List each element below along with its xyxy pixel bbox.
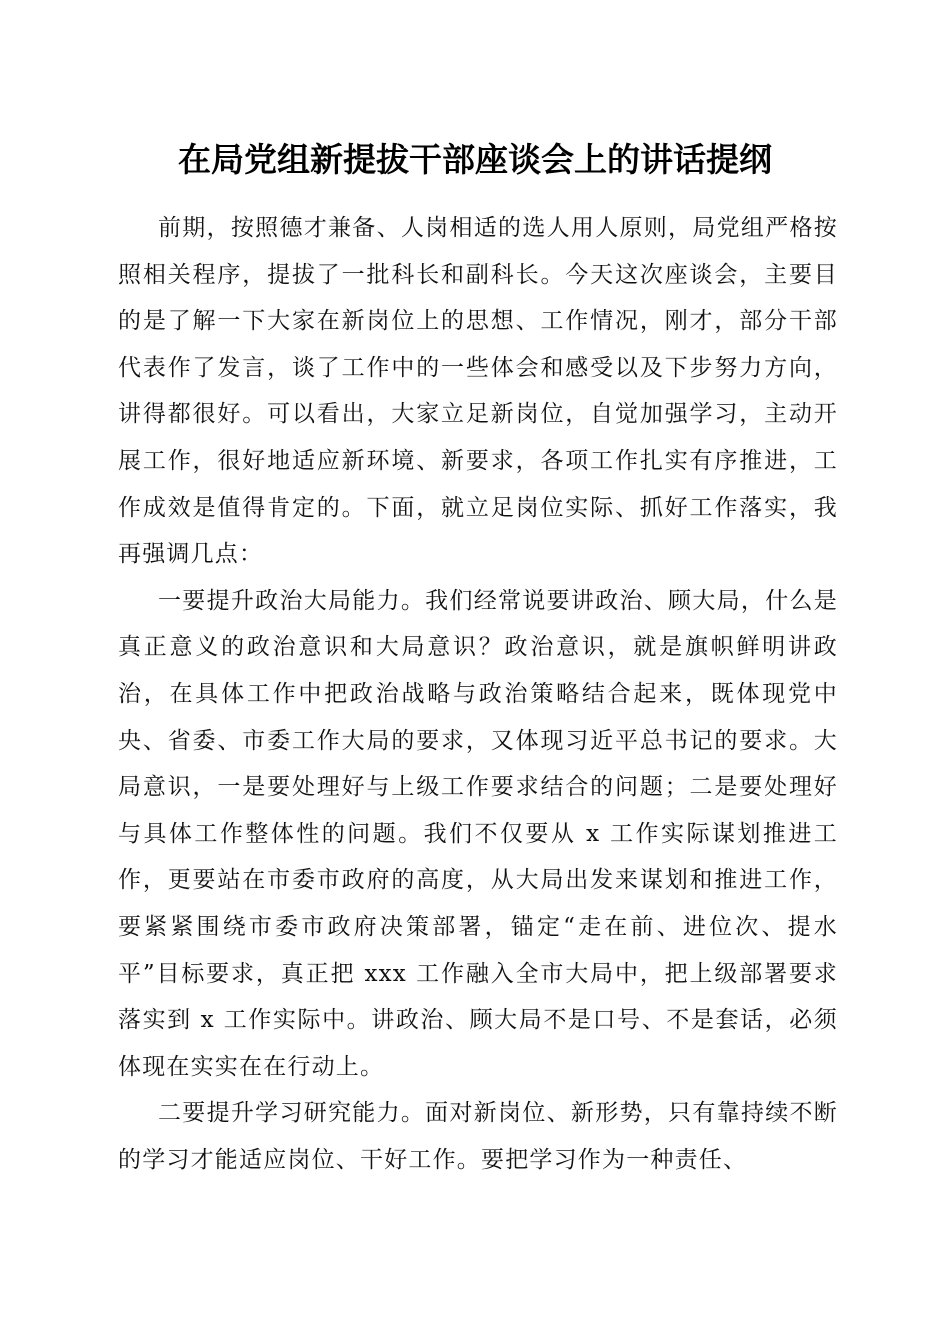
- paragraph-point-two: 二要提升学习研究能力。面对新岗位、新形势，只有靠持续不断的学习才能适应岗位、干好工作。要把学习作为一种责任、: [118, 1100, 838, 1173]
- paragraph-point-one: 一要提升政治大局能力。我们经常说要讲政治、顾大局，什么是真正意义的政治意识和大局意识？政治意识，就是旗帜鲜明讲政治，在具体工作中把政治战略与政治策略结合起来，既体现党中央、省委、市委工作大局的要求，又体现习近平总书记的要求。大局意识，一是要处理好与上级工作要求结合的问题；二是要处理好与具体工作整体性的问题。我们不仅要从 x 工作实际谋划推进工作，更要站在市委市政府的高度，从大局出发来谋划和推进工作，要紧紧围绕市委市政府决策部署，锚定“走在前、进位次、提水平”目标要求，真正把 xxx 工作融入全市大局中，把上级部署要求落实到 x 工作实际中。讲政治、顾大局不是口号、不是套话，必须体现在实实在在行动上。: [118, 587, 838, 1080]
- document-body: [118, 205, 838, 1183]
- paragraph-intro: 前期，按照德才兼备、人岗相适的选人用人原则，局党组严格按照相关程序，提拔了一批科长和副科长。今天这次座谈会，主要目的是了解一下大家在新岗位上的思想、工作情况，刚才，部分干部代表作了发言，谈了工作中的一些体会和感受以及下步努力方向，讲得都很好。可以看出，大家立足新岗位，自觉加强学习，主动开展工作，很好地适应新环境、新要求，各项工作扎实有序推进，工作成效是值得肯定的。下面，就立足岗位实际、抓好工作落实，我再强调几点：: [118, 215, 838, 568]
- document-title: 在局党组新提拔干部座谈会上的讲话提纲: [178, 140, 772, 179]
